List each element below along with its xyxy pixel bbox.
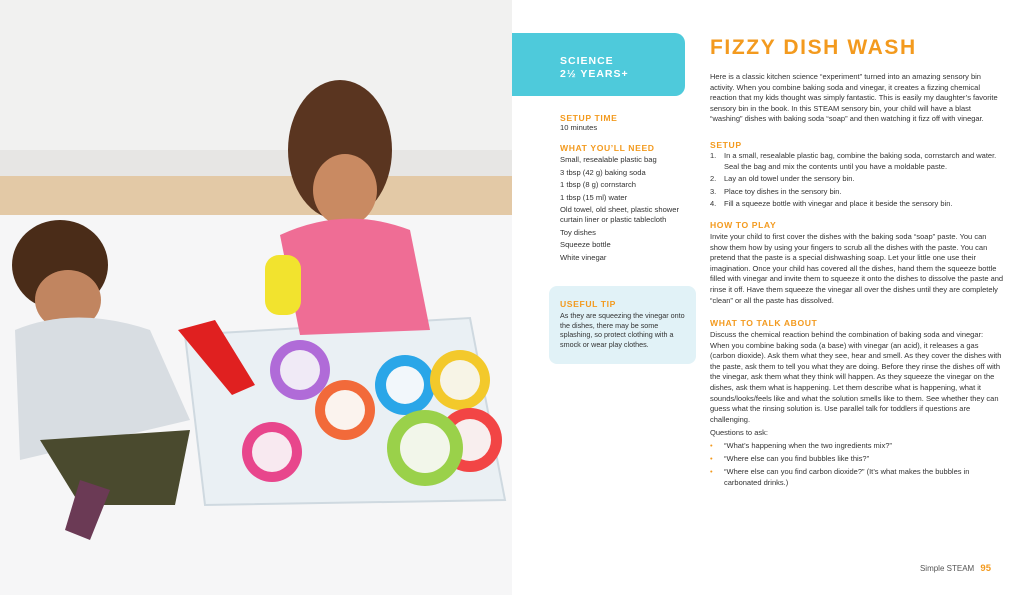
list-item: Squeeze bottle	[560, 240, 611, 250]
list-item: 4. Fill a squeeze bottle with vinegar and place it beside the sensory bin.	[710, 199, 953, 209]
book-title: Simple STEAM	[919, 564, 975, 573]
page-number: 95	[980, 563, 991, 574]
tip-heading: USEFUL TIP	[560, 299, 616, 309]
list-item: White vinegar	[560, 252, 607, 262]
list-item: • “Where else can you find carbon dioxide?” (It’s what makes the bubbles in carbonated drinks.)	[710, 467, 970, 487]
list-item: • “What’s happening when the two ingredients mix?”	[710, 441, 892, 450]
materials-list	[560, 155, 692, 265]
list-item: Small, resealable plastic bag	[560, 155, 657, 164]
badge-category: SCIENCE	[560, 55, 614, 67]
useful-tip-box	[549, 286, 696, 364]
how-to-play-heading: HOW TO PLAY	[710, 220, 777, 230]
setup-time-heading: SETUP TIME	[560, 113, 618, 123]
page-title: FIZZY DISH WASH	[710, 36, 917, 59]
list-item: 3. Place toy dishes in the sensory bin.	[710, 186, 842, 196]
setup-heading: SETUP	[710, 140, 742, 150]
category-badge	[512, 33, 685, 96]
questions-intro: Questions to ask:	[710, 428, 768, 437]
questions-list	[710, 441, 1004, 491]
talk-text: Discuss the chemical reaction behind the combination of baking soda and vinegar: When you combine baking soda (a base) with vinegar (an acid), it releases a gas (carbon dioxide). Ask them what they see, hear and smell. As they cover the dishes with the paste, ask them to tell you what they are doing. Before they rinse the dishes off with the vinegar, ask them what they think will happen. As they squeeze the vinegar on the dishes, ask them what is happening. Let them describe what is happening, what it sounds/looks/feels like and what the solution smells like to them. See whether they can guess what the rinsing solution is. Use parallel talk for toddlers if questions are challenging.	[710, 330, 1002, 424]
setup-steps	[710, 151, 1004, 212]
list-item: 1. In a small, resealable plastic bag, combine the baking soda, cornstarch and water. Seal the bag and mix the contents until you have a moldable paste.	[710, 151, 997, 171]
list-item: 1 tbsp (8 g) cornstarch	[560, 180, 636, 190]
list-item: Toy dishes	[560, 227, 596, 237]
setup-time-value: 10 minutes	[560, 123, 598, 132]
list-item: 2. Lay an old towel under the sensory bin.	[710, 174, 855, 184]
how-to-play-text: Invite your child to first cover the dishes with the baking soda “soap” paste. You can show them how by using your fingers to scrub all the dishes with the paste. You can pretend that the paste is a special dishwashing soap. Let your little one use their imagination. Once your child has covered all the dishes, hand them the squeeze bottle filled with vinegar and invite them to squeeze it onto the dishes to dissolve the paste and rinse it off. Have them squeeze the vinegar all over the dishes until they are completely “clean” or all the paste has dissolved.	[710, 232, 1004, 305]
talk-heading: WHAT TO TALK ABOUT	[710, 318, 818, 328]
list-item: 1 tbsp (15 ml) water	[560, 192, 628, 202]
intro-paragraph: Here is a classic kitchen science “experiment” turned into an amazing sensory bin activity. When you combine baking soda and vinegar, it creates a fizzing chemical reaction that my kids thought was simply fantastic. This is easily my daughter’s favorite sensory bin in the book. In this STEAM sensory bin, your child will have a blast “washing” dishes with baking soda “soap” and then watching it fizz off with vinegar.	[710, 72, 998, 124]
list-item: Old towel, old sheet, plastic shower curtain liner or plastic tablecloth	[560, 205, 680, 224]
materials-heading: WHAT YOU’LL NEED	[560, 143, 655, 153]
list-item: • “Where else can you find bubbles like this?”	[710, 454, 870, 464]
recipe-page	[512, 0, 1024, 595]
page-footer	[920, 563, 991, 574]
list-item: 3 tbsp (42 g) baking soda	[560, 167, 646, 177]
badge-age: 2½ YEARS+	[560, 68, 629, 80]
tip-text: As they are squeezing the vinegar onto the dishes, there may be some splashing, so protect clothing with a smock or wear play clothes.	[560, 311, 685, 349]
